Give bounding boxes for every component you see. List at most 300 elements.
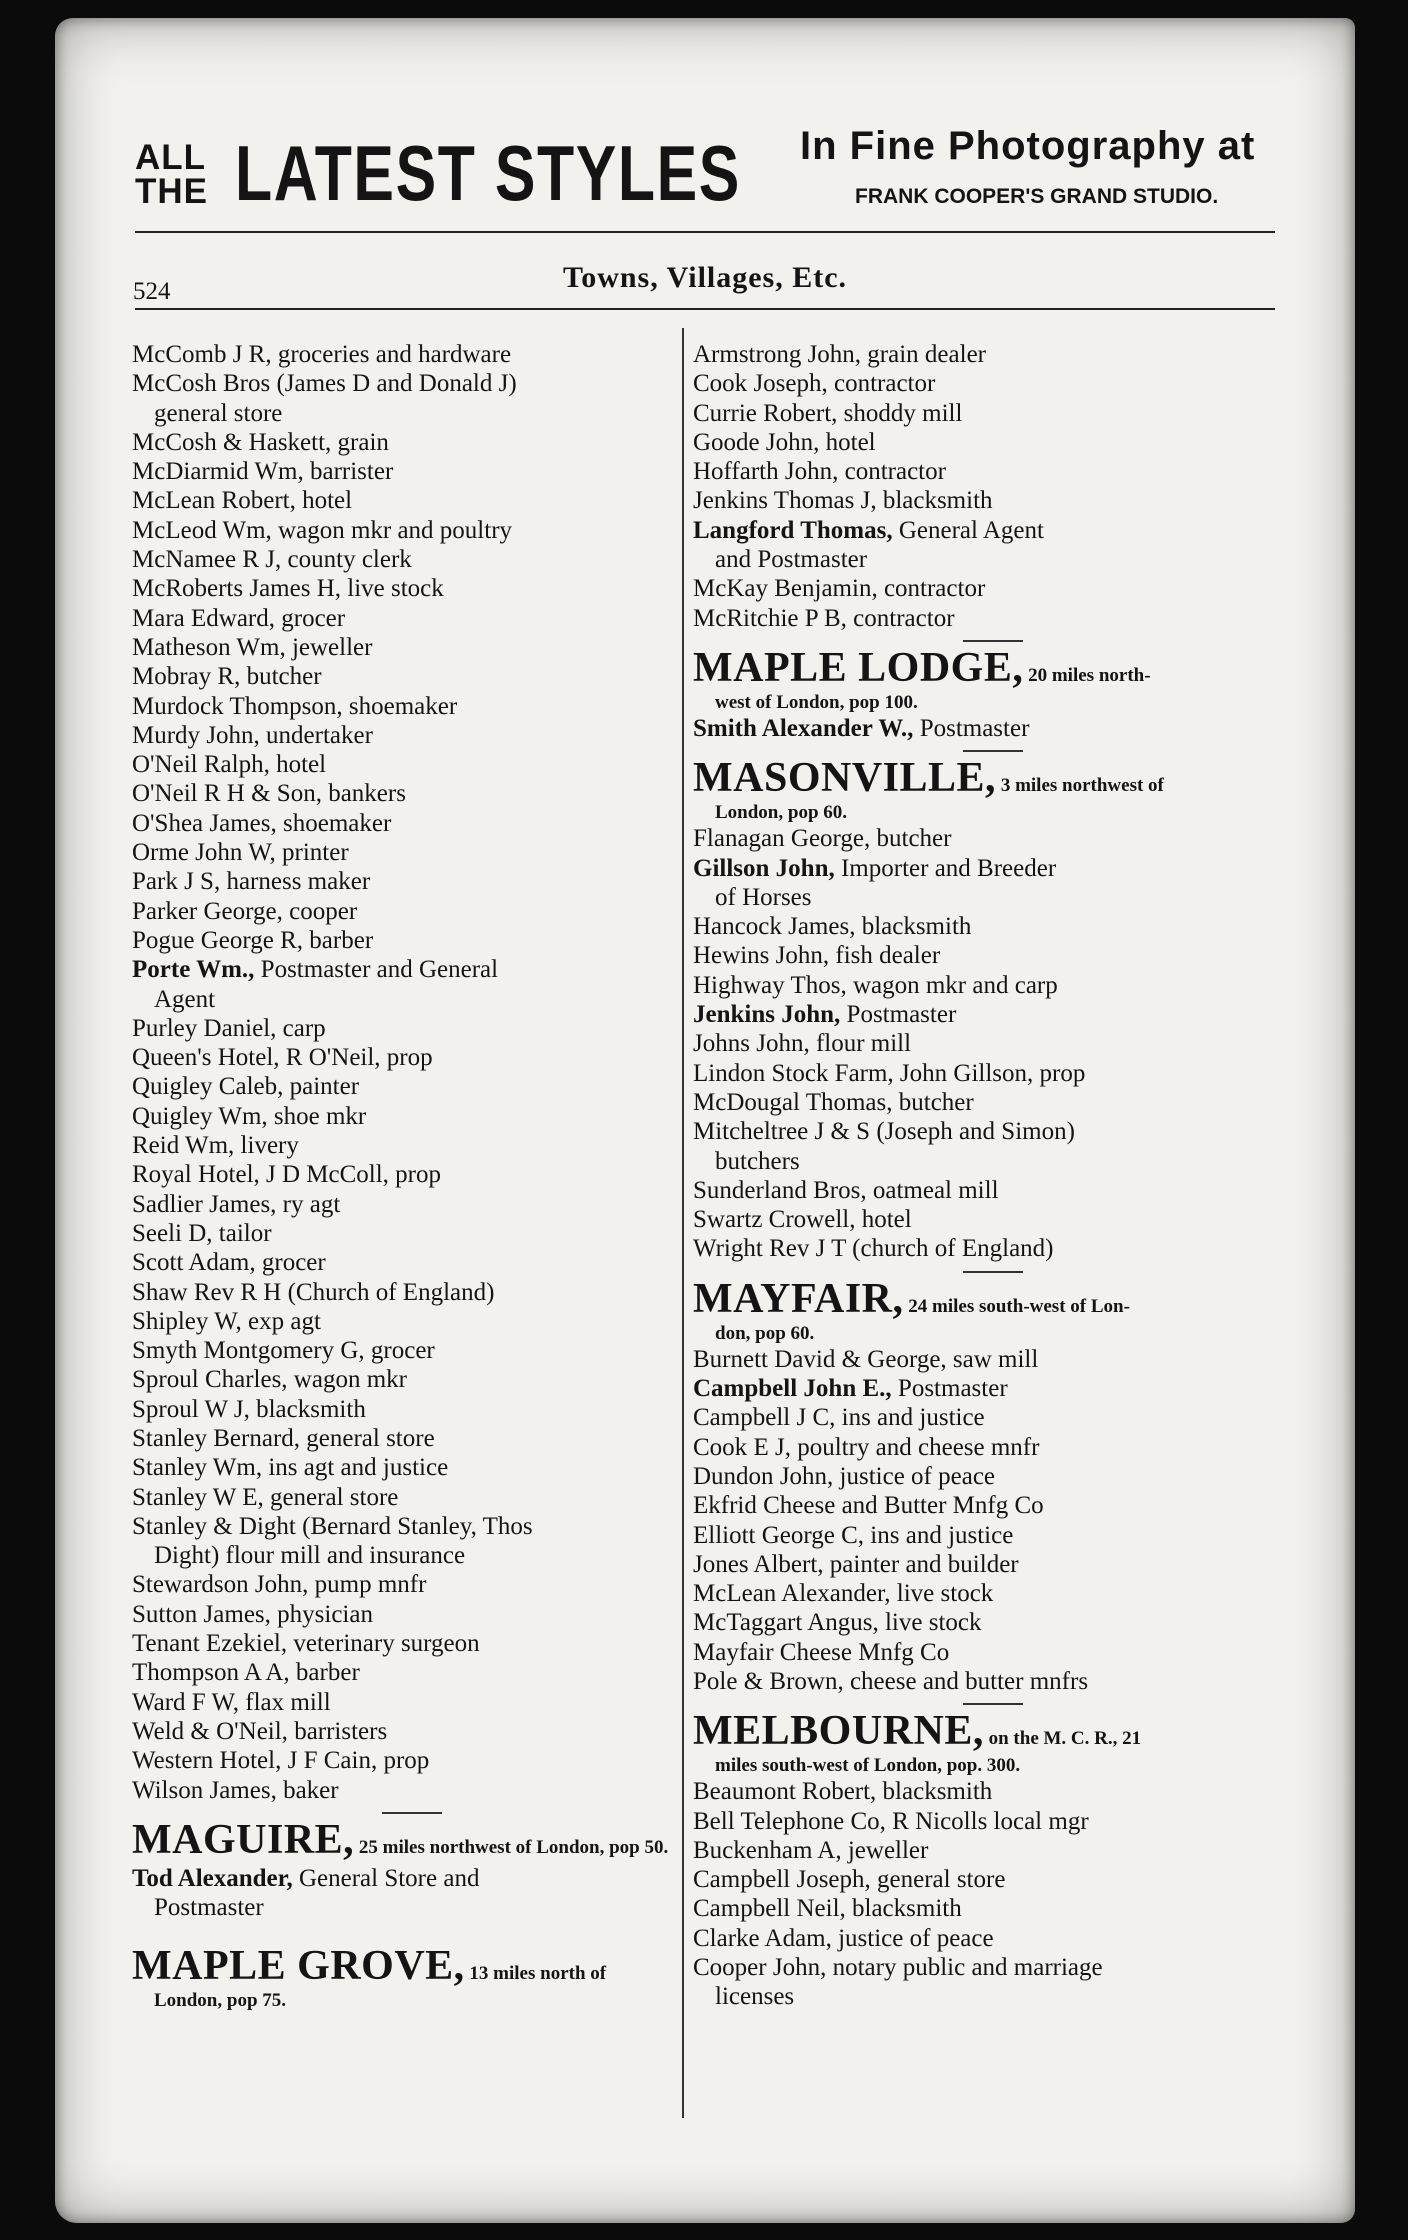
section-maple-grove [132, 1943, 692, 1990]
directory-entry [132, 1570, 692, 1599]
entry-name: Goode [693, 428, 760, 456]
entry-name: McCosh & Haskett, [132, 428, 332, 456]
entry-details: James, blacksmith [781, 913, 972, 941]
entry-details: barristers [287, 1717, 388, 1745]
directory-entry [693, 1777, 1293, 1806]
directory-entry [132, 1776, 692, 1805]
entry-details: Postmaster [840, 1001, 957, 1029]
entry-details: Cheese Mnfg Co [773, 1638, 950, 1666]
entry-name: Orme [132, 839, 189, 867]
directory-entry [132, 1424, 692, 1453]
directory-entry [132, 1072, 692, 1101]
entry-name: Pogue [132, 926, 195, 954]
entry-details: Wm, shoe mkr [212, 1102, 367, 1130]
entry-details: John, justice of peace [773, 1462, 996, 1490]
entry-details: D, tailor [182, 1219, 272, 1247]
entry-name: Tod Alexander, [132, 1864, 293, 1892]
entry-name: Stanley [132, 1424, 207, 1452]
entry-details: General Agent [892, 516, 1044, 544]
entry-details: George C, ins and justice [755, 1521, 1014, 1549]
entry-name: Porte Wm., [132, 956, 255, 984]
left-entry-list [132, 340, 692, 1805]
entry-name: Shaw [132, 1278, 188, 1306]
place-description: 20 miles north- [1023, 664, 1151, 686]
directory-entry [693, 1836, 1293, 1865]
place-name: MAYFAIR, [693, 1275, 904, 1322]
entry-details: John, notary public and marriage [766, 1954, 1103, 1982]
entry-details: Benjamin, contractor [767, 575, 986, 603]
directory-entry [132, 750, 692, 779]
directory-entry [693, 1550, 1293, 1579]
place-description-cont: London, pop 60. [715, 802, 848, 824]
entry-details: W E, general store [207, 1483, 399, 1511]
entry-name: Campbell [693, 1404, 791, 1432]
entry-details: W J, blacksmith [198, 1395, 366, 1423]
entry-details: Wm, ins agt and justice [207, 1454, 449, 1482]
entry-name: Stewardson [132, 1571, 249, 1599]
directory-entry [132, 1512, 692, 1541]
entry-name: Buckenham [693, 1836, 813, 1864]
directory-entry [693, 486, 1293, 515]
directory-entry [693, 1088, 1293, 1117]
directory-entry [132, 897, 692, 926]
directory-entry [693, 1924, 1293, 1953]
entry-details: J C, ins and justice [790, 1404, 985, 1432]
directory-entry [693, 1029, 1293, 1058]
entry-name: Swartz [693, 1206, 763, 1234]
entry-details: Adam, justice of peace [759, 1924, 994, 1952]
maguire-entry-list [132, 1864, 692, 1923]
entry-details: R J, county clerk [236, 546, 412, 574]
entry-details: cheese and butter mnfrs [843, 1667, 1089, 1695]
entry-name: Wilson [132, 1776, 204, 1804]
entry-details: Importer and Breeder [834, 854, 1057, 882]
entry-name: Sproul [132, 1366, 199, 1394]
entry-details: Hotel, J F Cain, prop [213, 1747, 430, 1775]
entry-details: W, exp agt [208, 1307, 321, 1335]
entry-name: Sutton [132, 1600, 198, 1628]
directory-entry [132, 1717, 692, 1746]
ad-fine-photography: In Fine Photography at [800, 124, 1256, 168]
entry-details: Wm, livery [179, 1132, 299, 1160]
entry-details: James, baker [203, 1776, 339, 1804]
entry-details: John W, printer [188, 839, 349, 867]
mayfair-entry-list [693, 1345, 1293, 1697]
entry-details: Ralph, hotel [197, 751, 327, 779]
place-description: on the M. C. R., 21 [983, 1728, 1142, 1750]
entry-details: Postmaster [891, 1375, 1008, 1403]
entry-name: McLeod [132, 516, 217, 544]
entry-name: Queen's [132, 1044, 212, 1072]
place-description-cont: west of London, pop 100. [715, 691, 918, 713]
entry-name: Campbell [693, 1895, 791, 1923]
entry-name: Wright [693, 1235, 763, 1263]
entry-name: Armstrong [693, 341, 802, 368]
directory-entry [693, 1403, 1293, 1432]
directory-entry [693, 912, 1293, 941]
entry-name: Stanley [132, 1454, 207, 1482]
entry-name: Hewins [693, 942, 770, 970]
maple-lodge-entry-list [693, 714, 1293, 743]
entry-name: Tenant [132, 1630, 200, 1658]
directory-entry [693, 824, 1293, 853]
entry-name: Sunderland [693, 1176, 807, 1204]
entry-details: Joseph, contractor [747, 370, 936, 398]
entry-name: Western [132, 1747, 214, 1775]
directory-entry [132, 838, 692, 867]
entry-name: Beaumont [693, 1778, 796, 1806]
directory-entry [132, 955, 692, 984]
entry-details: Thos, wagon mkr and carp [784, 971, 1058, 999]
entry-name: Purley [132, 1014, 198, 1042]
directory-entry [132, 1336, 692, 1365]
entry-name: Park [132, 868, 178, 896]
directory-page [55, 18, 1355, 2223]
entry-details: Thompson, shoemaker [223, 692, 458, 720]
section-divider [963, 640, 1023, 642]
entry-continuation: general store [154, 399, 283, 427]
directory-entry [693, 399, 1293, 428]
entry-name: Seeli [132, 1219, 182, 1247]
ad-all: ALL [135, 138, 207, 177]
entry-details: James, shoemaker [203, 809, 392, 837]
entry-name: Johns [693, 1030, 750, 1058]
directory-entry [693, 1433, 1293, 1462]
entry-details: grain [331, 428, 389, 456]
entry-name: McRitchie [693, 604, 799, 632]
directory-entry [132, 1688, 692, 1717]
entry-details: Wm, wagon mkr and poultry [216, 516, 513, 544]
section-divider [963, 750, 1023, 752]
entry-continuation: Postmaster [154, 1894, 264, 1922]
entry-details: F W, flax mill [185, 1688, 331, 1716]
entry-details: George, cooper [197, 897, 358, 925]
entry-name: McDougal [693, 1088, 800, 1116]
directory-entry [693, 1521, 1293, 1550]
directory-entry [132, 1248, 692, 1277]
entry-details: Crowell, hotel [762, 1206, 912, 1234]
entry-details: Adam, grocer [183, 1249, 326, 1277]
directory-entry [693, 1807, 1293, 1836]
entry-details: Telephone Co, R Nicolls local mgr [734, 1807, 1089, 1835]
entry-name: Jenkins [693, 487, 768, 515]
entry-details: John, pump mnfr [248, 1571, 427, 1599]
entry-name: Stanley [132, 1483, 207, 1511]
entry-details: Hotel, R O'Neil, prop [211, 1044, 433, 1072]
entry-details: Thomas J, blacksmith [768, 487, 993, 515]
masonville-entry-list [693, 824, 1293, 1263]
entry-details: James, physician [197, 1600, 373, 1628]
entry-details: Bros (James D and Donald J) [216, 370, 517, 398]
directory-entry [132, 809, 692, 838]
directory-entry [693, 1234, 1293, 1263]
ad-all-the [135, 138, 230, 211]
header-divider [135, 308, 1275, 310]
directory-entry [693, 1491, 1293, 1520]
entry-details: Wm, jeweller [230, 633, 373, 661]
entry-details: A, jeweller [812, 1836, 929, 1864]
entry-name: Flanagan [693, 825, 785, 853]
entry-name: Bell [693, 1807, 735, 1835]
entry-name: Mara [132, 604, 185, 632]
entry-details: General Store and [292, 1864, 480, 1892]
directory-entry [132, 574, 692, 603]
place-name: MAPLE LODGE, [693, 644, 1024, 691]
section-divider [963, 1703, 1023, 1705]
entry-details: John, grain dealer [801, 341, 986, 368]
place-name: MAGUIRE, [132, 1816, 355, 1863]
entry-name: Mobray [132, 663, 212, 691]
entry-details: Albert, painter and builder [748, 1550, 1019, 1578]
entry-name: Burnett [693, 1345, 768, 1373]
place-description: 24 miles south-west of Lon- [903, 1295, 1130, 1317]
section-maple-lodge [693, 644, 1293, 692]
directory-entry [132, 428, 692, 457]
entry-name: Murdock [132, 692, 224, 720]
directory-entry [132, 1190, 692, 1219]
section-melbourne [693, 1708, 1293, 1755]
directory-entry [693, 1374, 1293, 1403]
directory-entry [693, 428, 1293, 457]
entry-name: Murdy [132, 721, 201, 749]
entry-continuation: Dight) flour mill and insurance [154, 1542, 466, 1570]
directory-entry [132, 457, 692, 486]
directory-entry [132, 926, 692, 955]
entry-details: Alexander, live stock [776, 1580, 994, 1608]
entry-name: McLean [693, 1580, 777, 1608]
entry-details: Neil, blacksmith [790, 1895, 962, 1923]
entry-name: McDiarmid [132, 458, 249, 486]
left-column [132, 340, 692, 2012]
section-maguire [132, 1816, 692, 1864]
place-description: 13 miles north of [464, 1963, 607, 1985]
entry-name: McTaggart [693, 1609, 803, 1637]
directory-entry [693, 1894, 1293, 1923]
entry-name: Elliott [693, 1521, 756, 1549]
directory-entry [693, 1117, 1293, 1146]
entry-name: Clarke [693, 1924, 760, 1952]
directory-entry [132, 1746, 692, 1775]
entry-details: George R, barber [194, 926, 374, 954]
directory-entry [132, 1395, 692, 1424]
entry-name: Shipley [132, 1307, 209, 1335]
entry-details: Charles, wagon mkr [198, 1366, 407, 1394]
entry-name: McNamee [132, 546, 237, 574]
entry-details: Stock Farm, John Gillson, prop [765, 1059, 1086, 1087]
directory-entry [693, 457, 1293, 486]
entry-details: Ezekiel, veterinary surgeon [199, 1630, 480, 1658]
directory-entry [693, 1579, 1293, 1608]
directory-entry [132, 662, 692, 691]
entry-name: Matheson [132, 633, 231, 661]
place-description-cont: don, pop 60. [715, 1322, 815, 1344]
directory-entry [132, 1102, 692, 1131]
directory-entry [132, 633, 692, 662]
directory-entry [693, 574, 1293, 603]
directory-entry [132, 1483, 692, 1512]
entry-details: groceries and hardware [271, 341, 512, 368]
directory-entry [693, 1608, 1293, 1637]
entry-name: McLean [132, 487, 216, 515]
ad-studio-name: FRANK COOPER'S GRAND STUDIO. [855, 185, 1219, 208]
entry-name: Dundon [693, 1462, 774, 1490]
entry-name: Gillson John, [693, 854, 835, 882]
entry-name: Campbell John E., [693, 1375, 892, 1403]
directory-entry [132, 1131, 692, 1160]
entry-details: E J, poultry and cheese mnfr [747, 1433, 1040, 1461]
entry-details: R, butcher [211, 663, 322, 691]
entry-details: Rev R H (Church of England) [187, 1278, 495, 1306]
directory-entry [693, 1953, 1293, 1982]
entry-details: Wm, barrister [248, 458, 394, 486]
entry-name: Highway [693, 971, 785, 999]
running-head: Towns, Villages, Etc. [562, 261, 848, 294]
entry-details: (Bernard Stanley, Thos [295, 1512, 533, 1540]
entry-details: John, contractor [778, 458, 946, 486]
entry-details: Thomas, butcher [799, 1088, 974, 1116]
entry-name: McKay [693, 575, 768, 603]
entry-name: Reid [132, 1132, 180, 1160]
entry-name: McComb J R, [132, 341, 272, 368]
entry-details: George, butcher [784, 825, 952, 853]
entry-details: Postmaster and General [254, 956, 499, 984]
directory-entry [132, 1014, 692, 1043]
entry-continuation: of Horses [715, 883, 812, 911]
directory-entry [132, 1658, 692, 1687]
entry-continuation: licenses [715, 1983, 795, 2011]
directory-entry [693, 604, 1293, 633]
entry-name: McRoberts [132, 575, 244, 603]
entry-details: Postmaster [913, 714, 1030, 742]
entry-name: Pole & Brown, [693, 1667, 844, 1695]
entry-details: Robert, blacksmith [795, 1778, 993, 1806]
directory-entry [132, 1219, 692, 1248]
right-entry-list [693, 340, 1293, 633]
entry-details: R H & Son, bankers [197, 780, 406, 808]
entry-details: Joseph, general store [790, 1866, 1006, 1894]
directory-entry [132, 1864, 692, 1893]
directory-entry [132, 1600, 692, 1629]
entry-details: Caleb, painter [212, 1073, 360, 1101]
entry-name: Smith Alexander W., [693, 714, 914, 742]
directory-entry [132, 692, 692, 721]
ad-latest-styles: LATEST STYLES [235, 129, 741, 217]
entry-name: Quigley [132, 1102, 213, 1130]
directory-entry [693, 516, 1293, 545]
directory-entry [132, 340, 692, 369]
entry-name: Campbell [693, 1866, 791, 1894]
entry-continuation: and Postmaster [715, 546, 868, 574]
directory-entry [693, 1205, 1293, 1234]
directory-entry [693, 369, 1293, 398]
entry-details: Daniel, carp [197, 1014, 326, 1042]
directory-entry [693, 1000, 1293, 1029]
entry-details: John, flour mill [749, 1030, 912, 1058]
entry-details: David & George, saw mill [768, 1345, 1039, 1373]
melbourne-entry-list [693, 1777, 1293, 2011]
directory-entry [132, 1278, 692, 1307]
entry-details: Cheese and Butter Mnfg Co [756, 1492, 1044, 1520]
place-name: MASONVILLE, [693, 755, 997, 802]
directory-entry [693, 1865, 1293, 1894]
directory-entry [132, 1365, 692, 1394]
directory-entry [132, 604, 692, 633]
entry-details: Rev J T (church of England) [762, 1235, 1054, 1263]
entry-details: John, undertaker [200, 721, 373, 749]
entry-name: Cooper [693, 1954, 767, 1982]
entry-details: Montgomery G, grocer [197, 1337, 435, 1365]
section-divider [963, 1271, 1023, 1273]
entry-name: Hancock [693, 913, 782, 941]
entry-details: Robert, shoddy mill [756, 399, 963, 427]
entry-details: P B, contractor [798, 604, 955, 632]
entry-name: Quigley [132, 1073, 213, 1101]
directory-entry [693, 971, 1293, 1000]
entry-name: Lindon [693, 1059, 766, 1087]
right-column [693, 340, 1293, 2012]
entry-name: Mayfair [693, 1638, 774, 1666]
entry-details: John, fish dealer [769, 942, 941, 970]
entry-details: J S, harness maker [177, 868, 371, 896]
directory-entry [132, 1307, 692, 1336]
entry-details: J & S (Joseph and Simon) [808, 1118, 1075, 1146]
entry-name: Ward [132, 1688, 186, 1716]
entry-name: Cook [693, 370, 748, 398]
page-number: 524 [133, 278, 171, 305]
directory-entry [132, 486, 692, 515]
directory-entry [132, 779, 692, 808]
entry-name: Sproul [132, 1395, 199, 1423]
photography-advertisement [135, 123, 1285, 233]
directory-entry [693, 1462, 1293, 1491]
entry-details: Angus, live stock [802, 1609, 982, 1637]
section-mayfair [693, 1275, 1293, 1323]
directory-entry [132, 369, 692, 398]
entry-name: Royal [132, 1161, 192, 1189]
entry-name: Ekfrid [693, 1492, 757, 1520]
entry-name: Jones [693, 1550, 749, 1578]
directory-entry [693, 941, 1293, 970]
section-divider [382, 1812, 442, 1814]
entry-details: Edward, grocer [184, 604, 346, 632]
entry-name: Hoffarth [693, 458, 779, 486]
entry-details: Hotel, J D McColl, prop [191, 1161, 442, 1189]
directory-entry [693, 1176, 1293, 1205]
entry-continuation: Agent [154, 985, 216, 1013]
entry-continuation: butchers [715, 1147, 800, 1175]
directory-entry [693, 1345, 1293, 1374]
ad-divider [135, 231, 1275, 233]
directory-entry [132, 867, 692, 896]
directory-entry [132, 516, 692, 545]
entry-name: Parker [132, 897, 198, 925]
entry-name: Thompson [132, 1659, 239, 1687]
entry-name: Mitcheltree [693, 1118, 809, 1146]
entry-name: O'Shea [132, 809, 204, 837]
entry-name: Smyth [132, 1337, 198, 1365]
directory-entry [132, 1160, 692, 1189]
place-name: MELBOURNE, [693, 1708, 984, 1755]
directory-entry [132, 1629, 692, 1658]
directory-entry [693, 1059, 1293, 1088]
entry-details: A A, barber [238, 1659, 360, 1687]
entry-details: James H, live stock [243, 575, 444, 603]
entry-name: Sadlier [132, 1190, 203, 1218]
directory-entry [693, 1638, 1293, 1667]
entry-name: Cook [693, 1433, 748, 1461]
entry-details: Robert, hotel [215, 487, 353, 515]
entry-name: Weld & O'Neil, [132, 1717, 288, 1745]
